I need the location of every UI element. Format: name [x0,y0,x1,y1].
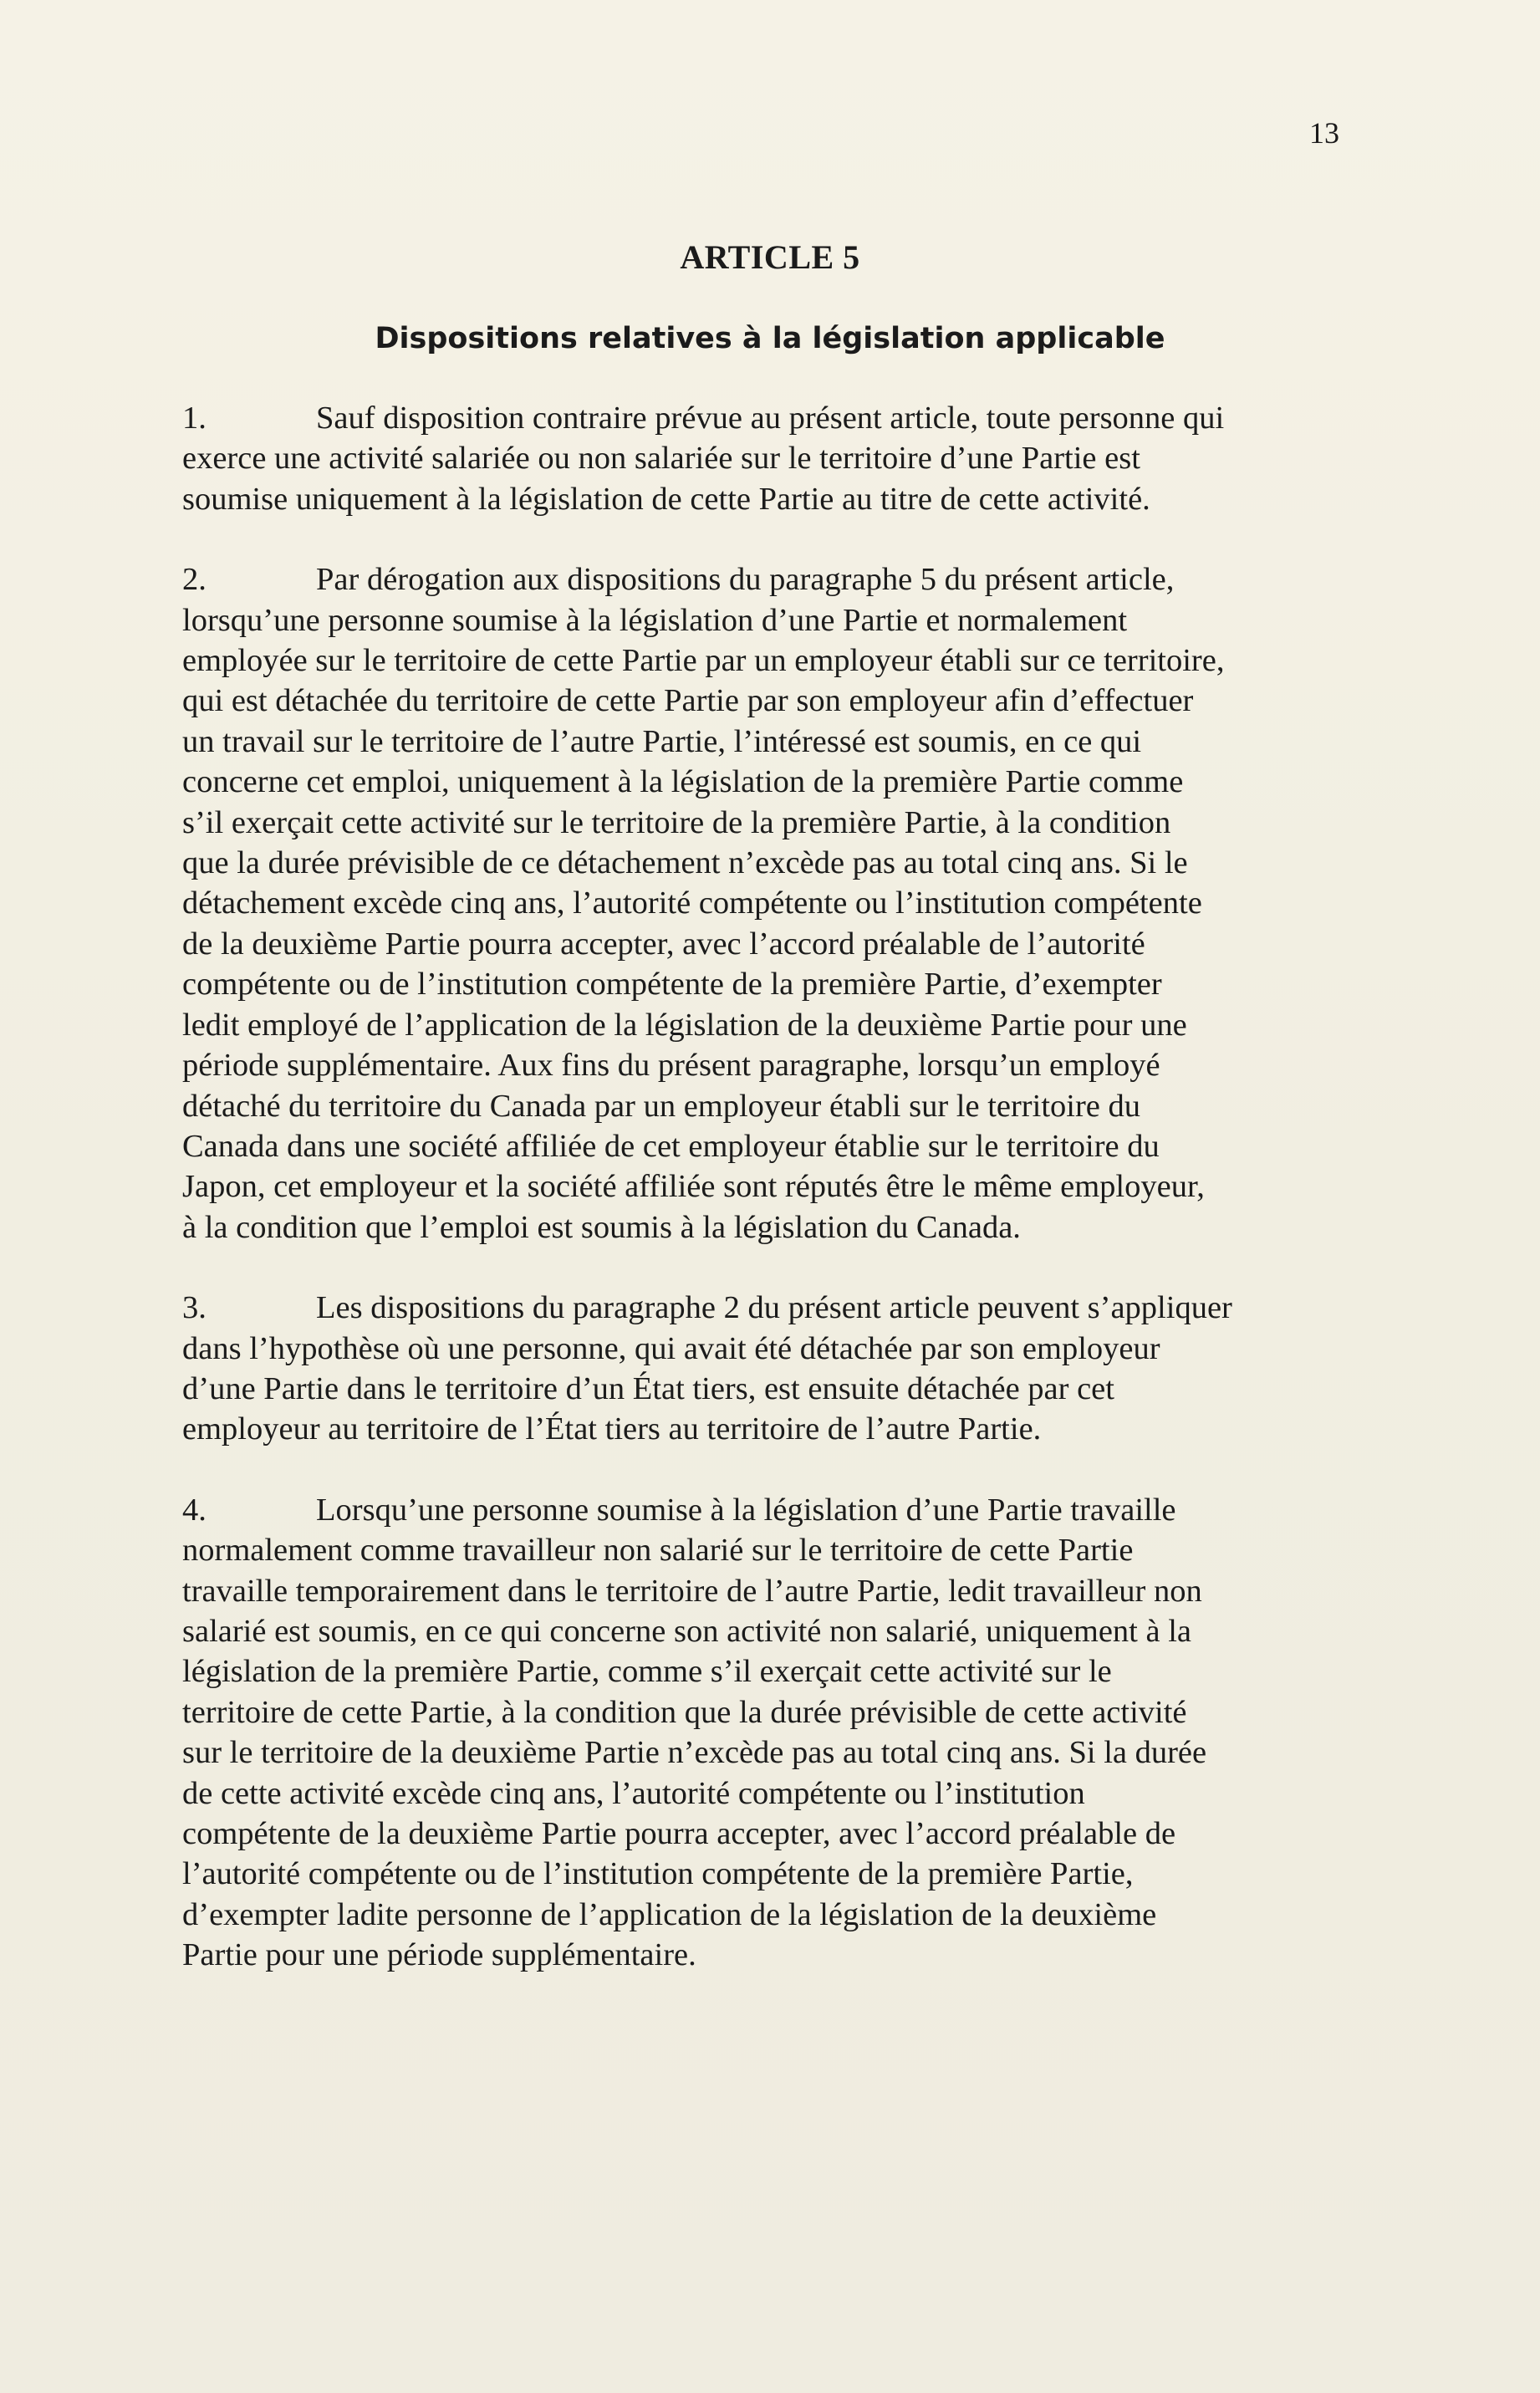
paragraph-text: Par dérogation aux dispositions du paragraphe 5 du présent article, [316,562,1175,598]
paragraph-line [182,1814,1349,1854]
paragraph-text: soumise uniquement à la législation de cette Partie au titre de cette activité. [182,481,1150,517]
paragraph-line [182,803,1349,843]
paragraph-line [182,1329,1349,1369]
paragraph-line [182,1530,1349,1570]
paragraph-line [182,1045,1349,1085]
paragraph-line [182,559,1349,600]
paragraph-text: Partie pour une période supplémentaire. [182,1937,696,1973]
paragraph-text: période supplémentaire. Aux fins du présent paragraphe, lorsqu’un employé [182,1048,1160,1084]
paragraph-line [182,722,1349,762]
paragraph-text: Les dispositions du paragraphe 2 du présent article peuvent s’appliquer [316,1290,1232,1326]
paragraph-4 [182,1490,1349,1976]
paragraph-line [182,1692,1349,1732]
paragraph-text: un travail sur le territoire de l’autre Partie, l’intéressé est soumis, en ce qui [182,723,1142,759]
paragraph-text: concerne cet emploi, uniquement à la législation de la première Partie comme [182,764,1184,800]
paragraph-text: sur le territoire de la deuxième Partie n’excède pas au total cinq ans. Si la durée [182,1735,1207,1771]
paragraph-text: employeur au territoire de l’État tiers au territoire de l’autre Partie. [182,1411,1042,1447]
paragraph-text: compétente de la deuxième Partie pourra accepter, avec l’accord préalable de [182,1816,1176,1851]
paragraph-line [182,681,1349,721]
paragraph-text: de la deuxième Partie pourra accepter, avec l’accord préalable de l’autorité [182,926,1145,962]
paragraph-line [182,1086,1349,1126]
paragraph-text: détaché du territoire du Canada par un employeur établi sur le territoire du [182,1088,1140,1124]
paragraph-text: s’il exerçait cette activité sur le territoire de la première Partie, à la condition [182,804,1171,840]
paragraph-line [182,398,1349,438]
paragraph-text: à la condition que l’emploi est soumis à la législation du Canada. [182,1209,1021,1245]
paragraph-number: 2. [182,562,207,598]
paragraph-line [182,1935,1349,1975]
paragraph-text: Lorsqu’une personne soumise à la législation d’une Partie travaille [316,1492,1176,1528]
paragraph-line [182,1895,1349,1935]
paragraph-text: dans l’hypothèse où une personne, qui avait été détachée par son employeur [182,1330,1160,1366]
paragraph-number: 3. [182,1290,207,1326]
paragraph-line [182,1732,1349,1773]
paragraph-text: de cette activité excède cinq ans, l’autorité compétente ou l’institution [182,1775,1085,1811]
paragraph-number: 1. [182,401,207,436]
paragraph-text: d’exempter ladite personne de l’application de la législation de la deuxième [182,1896,1157,1932]
paragraph-text: Sauf disposition contraire prévue au présent article, toute personne qui [316,401,1225,436]
paragraph-line [182,1571,1349,1611]
paragraph-text: Canada dans une société affiliée de cet employeur établie sur le territoire du [182,1128,1160,1164]
paragraph-line [182,1773,1349,1814]
paragraph-text: salarié est soumis, en ce qui concerne son activité non salarié, uniquement à la [182,1613,1191,1649]
paragraph-text: législation de la première Partie, comme s’il exerçait cette activité sur le [182,1654,1112,1690]
paragraph-line [182,1369,1349,1409]
paragraph-line [182,1166,1349,1207]
paragraph-1 [182,398,1349,519]
paragraph-text: lorsqu’une personne soumise à la législation d’une Partie et normalement [182,602,1128,638]
paragraph-line [182,438,1349,478]
paragraph-line [182,1005,1349,1045]
article-title: ARTICLE 5 [680,238,860,276]
paragraph-line [182,1288,1349,1328]
paragraph-3 [182,1288,1349,1450]
paragraph-line [182,762,1349,802]
paragraph-text: Japon, cet employeur et la société affiliée sont réputés être le même employeur, [182,1169,1205,1205]
paragraph-line [182,1651,1349,1691]
paragraph-text: compétente ou de l’institution compétente de la première Partie, d’exempter [182,967,1162,1003]
paragraph-line [182,1126,1349,1166]
article-subtitle: Dispositions relatives à la législation applicable [375,322,1165,355]
paragraph-line [182,1854,1349,1894]
paragraph-text: normalement comme travailleur non salarié sur le territoire de cette Partie [182,1533,1134,1569]
paragraph-text: d’une Partie dans le territoire d’un État tiers, est ensuite détachée par cet [182,1370,1114,1406]
paragraph-line [182,964,1349,1004]
paragraph-line [182,1207,1349,1248]
paragraph-text: employée sur le territoire de cette Partie par un employeur établi sur ce territoire, [182,643,1225,679]
paragraph-text: qui est détachée du territoire de cette Partie par son employeur afin d’effectuer [182,683,1194,719]
paragraph-line [182,1409,1349,1449]
paragraph-line [182,843,1349,883]
paragraph-line [182,1490,1349,1530]
paragraph-text: l’autorité compétente ou de l’institution compétente de la première Partie, [182,1856,1134,1892]
page-number: 13 [1309,116,1339,150]
paragraph-line [182,924,1349,964]
article-body [182,398,1349,2016]
paragraph-text: territoire de cette Partie, à la condition que la durée prévisible de cette activité [182,1694,1187,1730]
paragraph-text: exerce une activité salariée ou non salariée sur le territoire d’une Partie est [182,441,1140,477]
paragraph-line [182,883,1349,923]
paragraph-text: que la durée prévisible de ce détachement n’excède pas au total cinq ans. Si le [182,845,1188,881]
paragraph-line [182,479,1349,519]
paragraph-line [182,600,1349,640]
paragraph-2 [182,559,1349,1248]
paragraph-text: travaille temporairement dans le territoire de l’autre Partie, ledit travailleur non [182,1573,1202,1609]
paragraph-text: détachement excède cinq ans, l’autorité compétente ou l’institution compétente [182,885,1202,921]
paragraph-line [182,640,1349,681]
paragraph-text: ledit employé de l’application de la législation de la deuxième Partie pour une [182,1007,1187,1043]
paragraph-line [182,1611,1349,1651]
paragraph-number: 4. [182,1492,207,1528]
